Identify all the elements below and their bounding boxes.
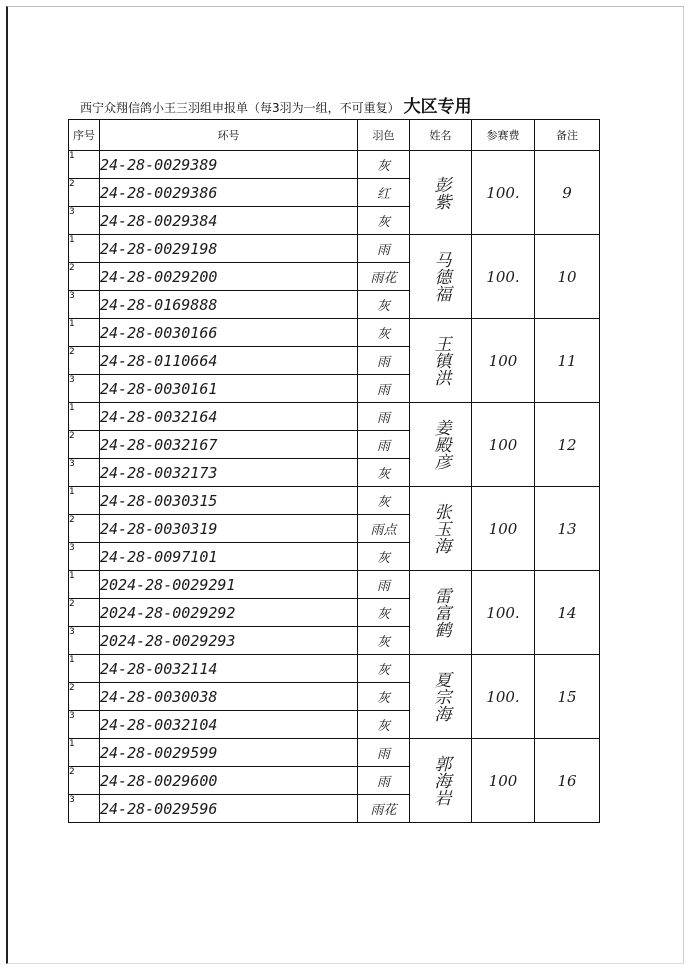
feather-color-cell: 雨 [358, 403, 410, 431]
header-row [69, 120, 600, 151]
ring-number-cell: 24-28-0110664 [100, 347, 358, 375]
ring-number-cell: 24-28-0032173 [100, 459, 358, 487]
ring-number-cell: 2024-28-0029292 [100, 599, 358, 627]
ring-number-cell: 24-28-0032164 [100, 403, 358, 431]
note-cell: 10 [535, 235, 600, 319]
feather-color-cell: 灰 [358, 207, 410, 235]
owner-name-cell: 张玉海 [410, 487, 472, 571]
feather-color-cell: 雨 [358, 235, 410, 263]
feather-color-cell: 雨 [358, 431, 410, 459]
ring-number-cell: 24-28-0097101 [100, 543, 358, 571]
entry-fee-cell: 100. [472, 571, 535, 655]
seq-cell: 1 [69, 235, 100, 263]
header-ring: 环号 [100, 120, 358, 151]
form-title-main: 西宁众翔信鸽小王三羽组申报单（每3羽为一组，不可重复） [80, 101, 400, 115]
feather-color-cell: 雨 [358, 767, 410, 795]
ring-number-cell: 24-28-0030038 [100, 683, 358, 711]
ring-number-cell: 24-28-0169888 [100, 291, 358, 319]
owner-name-cell: 马德福 [410, 235, 472, 319]
seq-cell: 1 [69, 487, 100, 515]
entry-fee-cell: 100 [472, 403, 535, 487]
seq-cell: 3 [69, 627, 100, 655]
ring-number-cell: 24-28-0032114 [100, 655, 358, 683]
table-row [69, 655, 600, 683]
owner-name-cell: 姜殿彦 [410, 403, 472, 487]
ring-number-cell: 24-28-0029600 [100, 767, 358, 795]
seq-cell: 3 [69, 459, 100, 487]
feather-color-cell: 灰 [358, 627, 410, 655]
table-row [69, 403, 600, 431]
feather-color-cell: 灰 [358, 711, 410, 739]
ring-number-cell: 24-28-0029386 [100, 179, 358, 207]
entry-fee-cell: 100. [472, 655, 535, 739]
feather-color-cell: 雨点 [358, 515, 410, 543]
registration-table [68, 119, 600, 823]
note-cell: 16 [535, 739, 600, 823]
seq-cell: 2 [69, 599, 100, 627]
seq-cell: 1 [69, 403, 100, 431]
feather-color-cell: 灰 [358, 599, 410, 627]
ring-number-cell: 24-28-0029596 [100, 795, 358, 823]
ring-number-cell: 24-28-0029599 [100, 739, 358, 767]
header-fee: 参赛费 [472, 120, 535, 151]
note-cell: 12 [535, 403, 600, 487]
table-row [69, 151, 600, 179]
ring-number-cell: 24-28-0029384 [100, 207, 358, 235]
owner-name-cell: 郭海岩 [410, 739, 472, 823]
feather-color-cell: 雨 [358, 347, 410, 375]
seq-cell: 1 [69, 319, 100, 347]
entry-fee-cell: 100. [472, 151, 535, 235]
feather-color-cell: 灰 [358, 487, 410, 515]
seq-cell: 3 [69, 711, 100, 739]
ring-number-cell: 24-28-0032104 [100, 711, 358, 739]
feather-color-cell: 雨 [358, 375, 410, 403]
table-row [69, 739, 600, 767]
owner-name-cell: 夏宗海 [410, 655, 472, 739]
seq-cell: 3 [69, 291, 100, 319]
seq-cell: 2 [69, 431, 100, 459]
ring-number-cell: 24-28-0030319 [100, 515, 358, 543]
note-cell: 9 [535, 151, 600, 235]
header-note: 备注 [535, 120, 600, 151]
feather-color-cell: 雨 [358, 739, 410, 767]
seq-cell: 2 [69, 263, 100, 291]
ring-number-cell: 24-28-0029200 [100, 263, 358, 291]
ring-number-cell: 2024-28-0029293 [100, 627, 358, 655]
ring-number-cell: 24-28-0032167 [100, 431, 358, 459]
ring-number-cell: 24-28-0029198 [100, 235, 358, 263]
header-name: 姓名 [410, 120, 472, 151]
feather-color-cell: 灰 [358, 543, 410, 571]
ring-number-cell: 24-28-0030161 [100, 375, 358, 403]
entry-fee-cell: 100 [472, 739, 535, 823]
entry-fee-cell: 100 [472, 319, 535, 403]
table-row [69, 571, 600, 599]
note-cell: 14 [535, 571, 600, 655]
seq-cell: 1 [69, 151, 100, 179]
ring-number-cell: 24-28-0030315 [100, 487, 358, 515]
ring-number-cell: 24-28-0029389 [100, 151, 358, 179]
seq-cell: 3 [69, 207, 100, 235]
note-cell: 15 [535, 655, 600, 739]
owner-name-cell: 雷富鹤 [410, 571, 472, 655]
seq-cell: 2 [69, 767, 100, 795]
form-title [80, 96, 640, 118]
seq-cell: 2 [69, 683, 100, 711]
entry-fee-cell: 100 [472, 487, 535, 571]
feather-color-cell: 雨花 [358, 263, 410, 291]
table-row [69, 487, 600, 515]
seq-cell: 3 [69, 795, 100, 823]
table-body [69, 151, 600, 823]
form-title-emphasis: 大区专用 [403, 97, 472, 117]
seq-cell: 2 [69, 347, 100, 375]
table-row [69, 235, 600, 263]
seq-cell: 3 [69, 543, 100, 571]
seq-cell: 2 [69, 179, 100, 207]
ring-number-cell: 24-28-0030166 [100, 319, 358, 347]
seq-cell: 1 [69, 571, 100, 599]
entry-fee-cell: 100. [472, 235, 535, 319]
feather-color-cell: 灰 [358, 459, 410, 487]
owner-name-cell: 彭紫 [410, 151, 472, 235]
seq-cell: 3 [69, 375, 100, 403]
ring-number-cell: 2024-28-0029291 [100, 571, 358, 599]
note-cell: 11 [535, 319, 600, 403]
note-cell: 13 [535, 487, 600, 571]
table-row [69, 319, 600, 347]
seq-cell: 1 [69, 655, 100, 683]
feather-color-cell: 雨 [358, 571, 410, 599]
seq-cell: 1 [69, 739, 100, 767]
feather-color-cell: 红 [358, 179, 410, 207]
owner-name-cell: 王镇洪 [410, 319, 472, 403]
seq-cell: 2 [69, 515, 100, 543]
header-seq: 序号 [69, 120, 100, 151]
feather-color-cell: 灰 [358, 291, 410, 319]
feather-color-cell: 灰 [358, 319, 410, 347]
header-color: 羽色 [358, 120, 410, 151]
feather-color-cell: 灰 [358, 151, 410, 179]
feather-color-cell: 灰 [358, 683, 410, 711]
feather-color-cell: 灰 [358, 655, 410, 683]
feather-color-cell: 雨花 [358, 795, 410, 823]
